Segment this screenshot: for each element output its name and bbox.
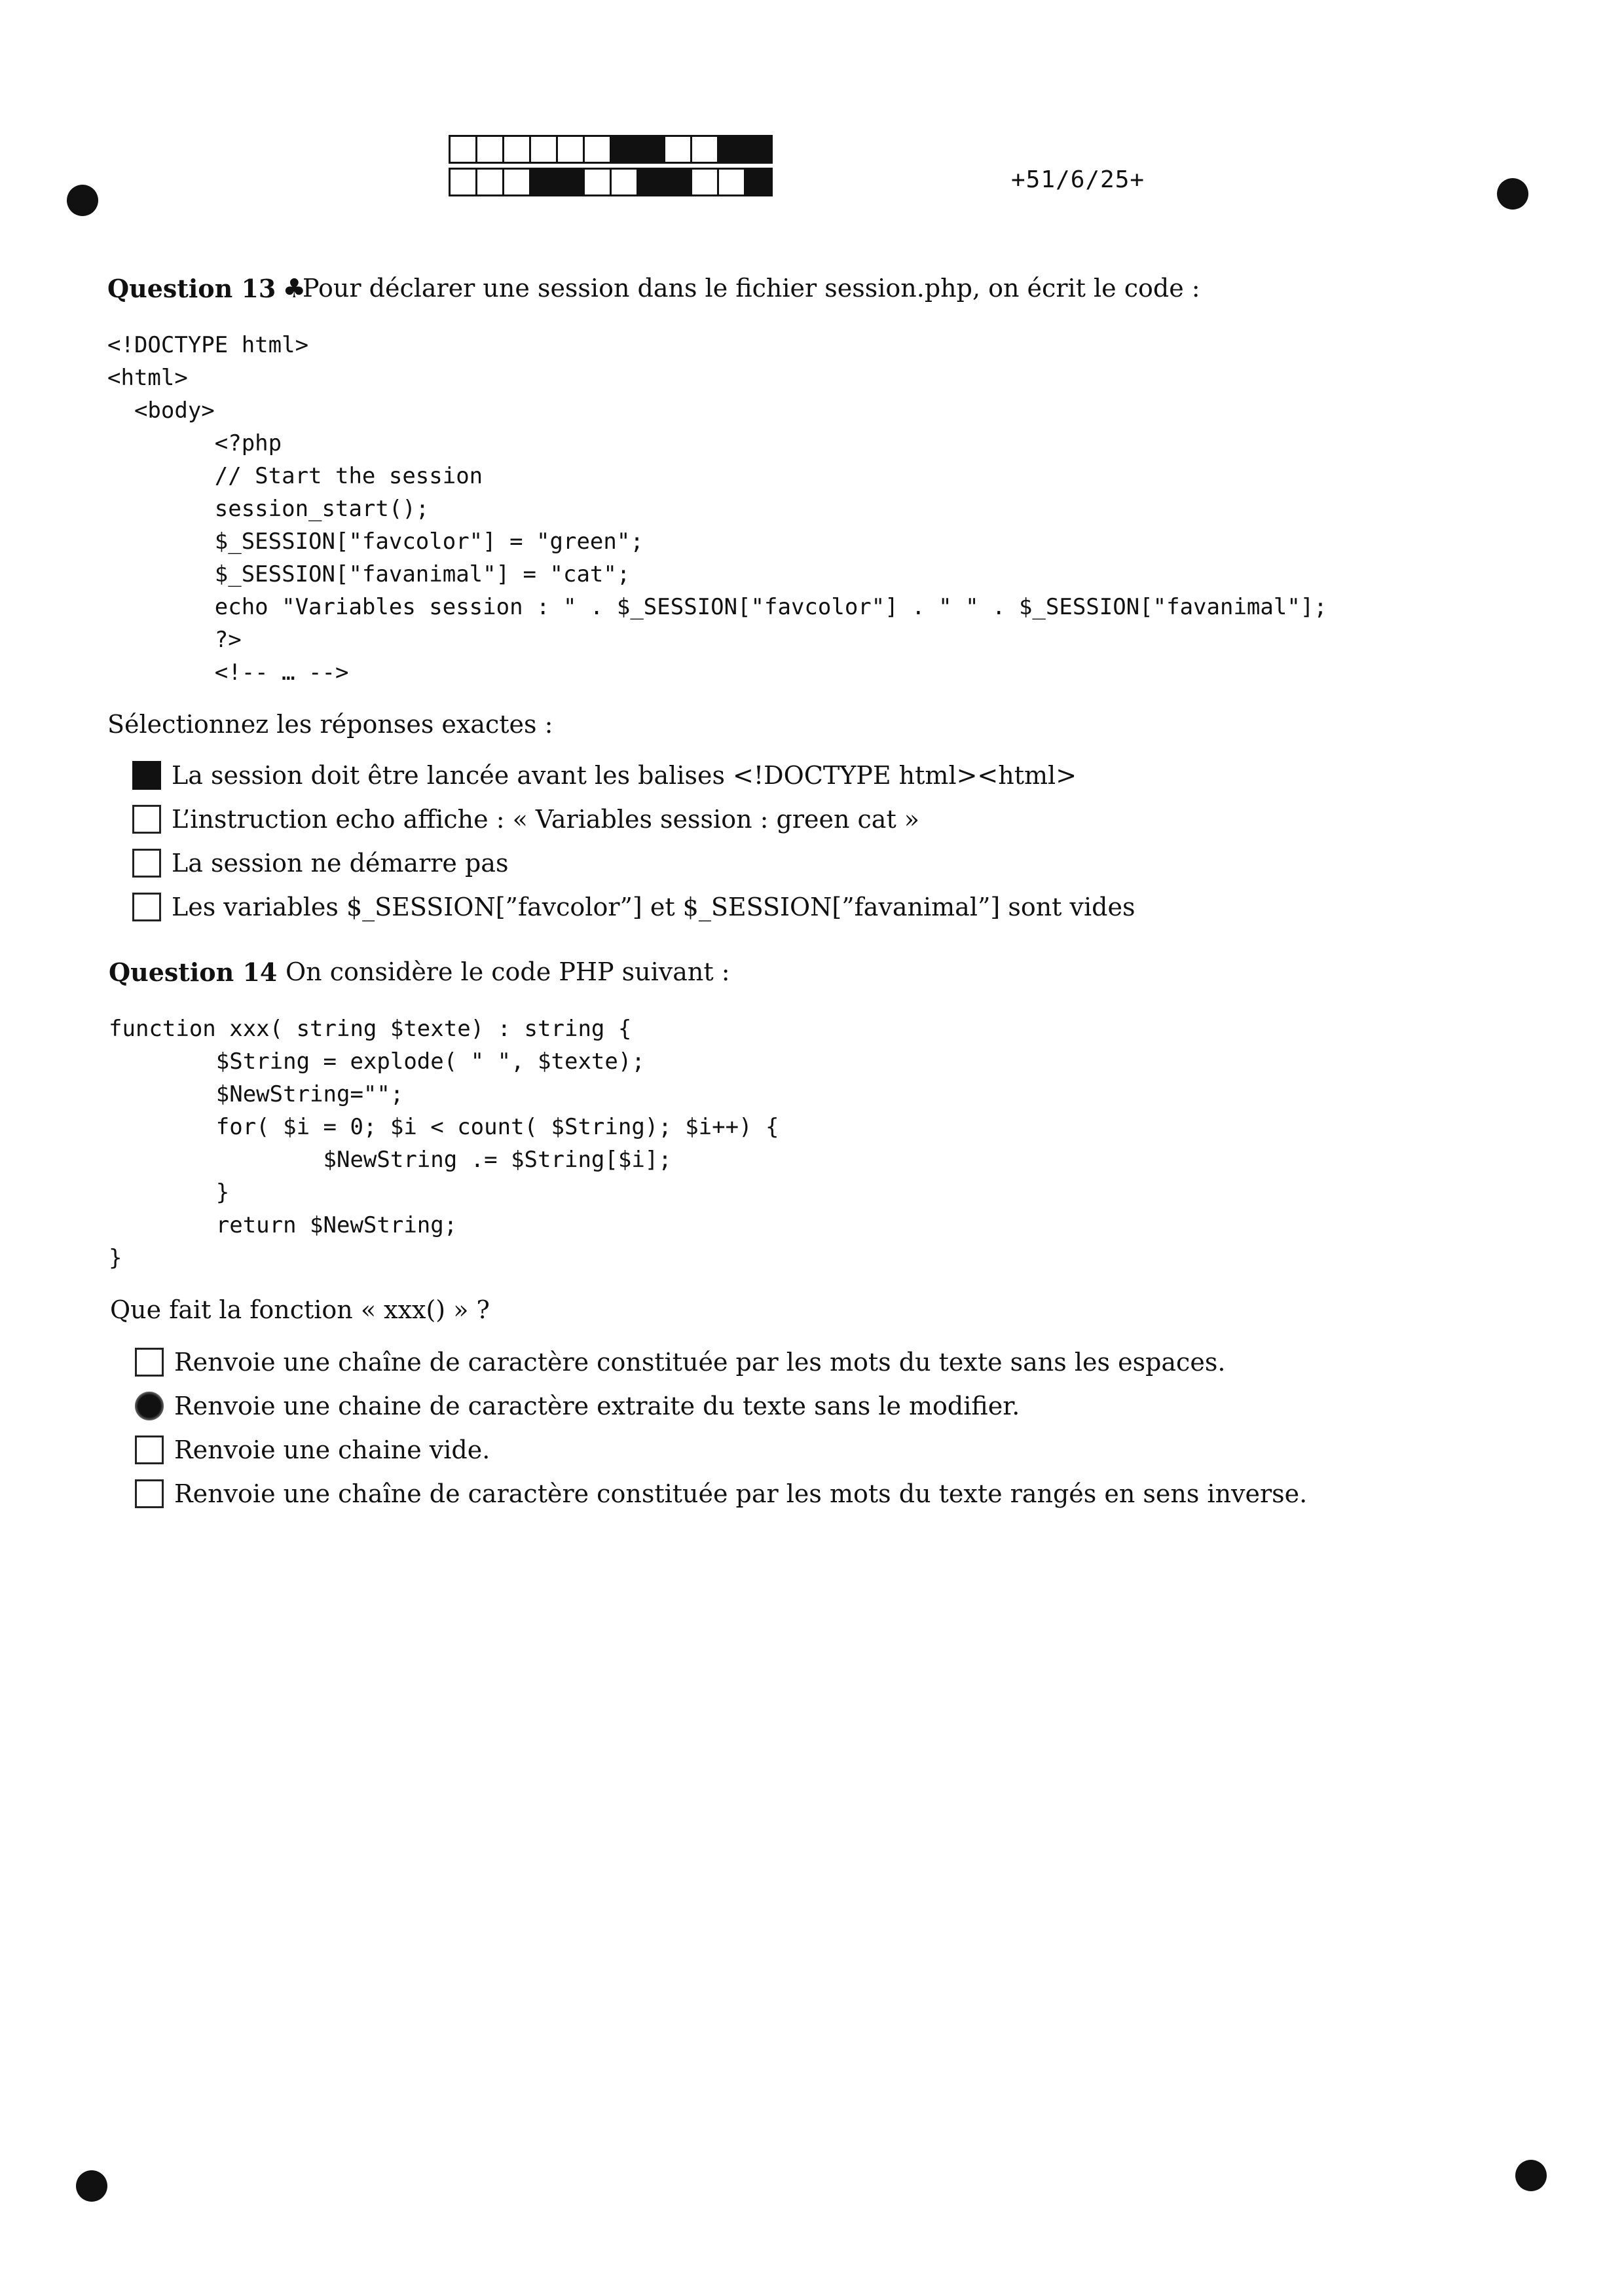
q13-answer-2[interactable] bbox=[132, 805, 919, 834]
code-line: for( $i = 0; $i < count( $String); $i++) { bbox=[109, 1114, 779, 1140]
question-13-prompt: Sélectionnez les réponses exactes : bbox=[107, 710, 553, 739]
code-line: function xxx( string $texte) : string { bbox=[109, 1016, 632, 1042]
code-line: $NewString .= $String[$i]; bbox=[109, 1147, 672, 1173]
question-13-header bbox=[107, 274, 1200, 304]
barcode-cell bbox=[475, 168, 504, 196]
q13-answer-3[interactable] bbox=[132, 849, 508, 878]
barcode-row-2 bbox=[451, 168, 773, 196]
q13-answer-4[interactable] bbox=[132, 893, 1135, 921]
barcode-cell bbox=[637, 135, 665, 164]
barcode-cell bbox=[449, 135, 477, 164]
code-line: $_SESSION["favcolor"] = "green"; bbox=[107, 528, 644, 555]
barcode-cell bbox=[610, 135, 638, 164]
code-line: <!-- … --> bbox=[107, 659, 349, 686]
barcode-cell bbox=[690, 168, 719, 196]
barcode-cell bbox=[637, 168, 665, 196]
question-13-label: Question 13 bbox=[107, 274, 276, 303]
q13-answer-1[interactable] bbox=[132, 761, 1077, 790]
answer-text: Renvoie une chaîne de caractère constituée par les mots du texte rangés en sens inverse. bbox=[174, 1479, 1308, 1508]
registration-mark-bottom-right bbox=[1515, 2160, 1547, 2191]
checkbox-icon[interactable] bbox=[132, 805, 161, 834]
barcode-cell bbox=[663, 168, 692, 196]
barcode-cell bbox=[717, 135, 746, 164]
question-13-code bbox=[107, 329, 1327, 689]
registration-mark-bottom-left bbox=[76, 2170, 107, 2202]
page-id: +51/6/25+ bbox=[1011, 166, 1145, 193]
barcode-cell bbox=[690, 135, 719, 164]
code-line: $String = explode( " ", $texte); bbox=[109, 1048, 645, 1075]
question-14-prompt: Que fait la fonction « xxx() » ? bbox=[110, 1295, 490, 1324]
answer-text: Renvoie une chaîne de caractère constituée par les mots du texte sans les espaces. bbox=[174, 1348, 1226, 1377]
q14-answer-3[interactable] bbox=[135, 1435, 490, 1464]
club-icon: ♣ bbox=[282, 274, 306, 304]
question-14-header bbox=[109, 957, 730, 987]
barcode-cell bbox=[556, 135, 585, 164]
question-13-text: Pour déclarer une session dans le fichier session.php, on écrit le code : bbox=[303, 274, 1200, 303]
question-14-label: Question 14 bbox=[109, 957, 278, 987]
answer-text: Les variables $_SESSION[”favcolor”] et $_SESSION[”favanimal”] sont vides bbox=[172, 893, 1135, 921]
barcode-cell bbox=[502, 135, 531, 164]
checkbox-icon[interactable] bbox=[132, 893, 161, 921]
code-line: } bbox=[109, 1179, 230, 1206]
q14-answer-1[interactable] bbox=[135, 1348, 1225, 1377]
code-line: ?> bbox=[107, 627, 242, 653]
code-line: <html> bbox=[107, 365, 188, 391]
checkbox-icon[interactable] bbox=[135, 1435, 164, 1464]
answer-text: Renvoie une chaine vide. bbox=[174, 1435, 490, 1464]
barcode-row-1 bbox=[451, 135, 773, 164]
answer-text: L’instruction echo affiche : « Variables session : green cat » bbox=[172, 805, 920, 834]
checked-checkbox-icon[interactable] bbox=[132, 761, 161, 790]
code-line: // Start the session bbox=[107, 463, 483, 489]
barcode-cell bbox=[529, 135, 558, 164]
barcode-cell bbox=[449, 168, 477, 196]
checkbox-icon[interactable] bbox=[135, 1348, 164, 1377]
barcode-cell bbox=[475, 135, 504, 164]
barcode-cell bbox=[744, 135, 773, 164]
registration-mark-top-left bbox=[67, 185, 98, 216]
q14-answer-2[interactable] bbox=[135, 1392, 1020, 1420]
code-line: return $NewString; bbox=[109, 1212, 458, 1238]
barcode-cell bbox=[717, 168, 746, 196]
question-14-text: On considère le code PHP suivant : bbox=[286, 957, 730, 986]
question-14-code bbox=[109, 1012, 779, 1274]
code-line: <!DOCTYPE html> bbox=[107, 332, 309, 358]
code-line: $_SESSION["favanimal"] = "cat"; bbox=[107, 561, 631, 587]
answer-text: La session ne démarre pas bbox=[172, 849, 509, 878]
checkbox-icon[interactable] bbox=[135, 1479, 164, 1508]
barcode-cell bbox=[583, 168, 612, 196]
answer-text: La session doit être lancée avant les balises <!DOCTYPE html><html> bbox=[172, 761, 1077, 790]
code-line: session_start(); bbox=[107, 496, 430, 522]
code-line: echo "Variables session : " . $_SESSION["favcolor"] . " " . $_SESSION["favanimal"]; bbox=[107, 594, 1327, 620]
registration-mark-top-right bbox=[1497, 178, 1528, 210]
barcode-cell bbox=[502, 168, 531, 196]
checked-checkbox-icon[interactable] bbox=[135, 1392, 164, 1420]
barcode-cell bbox=[529, 168, 558, 196]
barcode-cell bbox=[583, 135, 612, 164]
barcode-cell bbox=[744, 168, 773, 196]
q14-answer-4[interactable] bbox=[135, 1479, 1307, 1508]
code-line: <body> bbox=[107, 398, 215, 424]
code-line: } bbox=[109, 1245, 122, 1271]
barcode-cell bbox=[610, 168, 638, 196]
barcode-cell bbox=[556, 168, 585, 196]
code-line: $NewString=""; bbox=[109, 1081, 404, 1107]
code-line: <?php bbox=[107, 430, 282, 456]
barcode-cell bbox=[663, 135, 692, 164]
checkbox-icon[interactable] bbox=[132, 849, 161, 878]
answer-text: Renvoie une chaine de caractère extraite du texte sans le modifier. bbox=[174, 1392, 1020, 1420]
